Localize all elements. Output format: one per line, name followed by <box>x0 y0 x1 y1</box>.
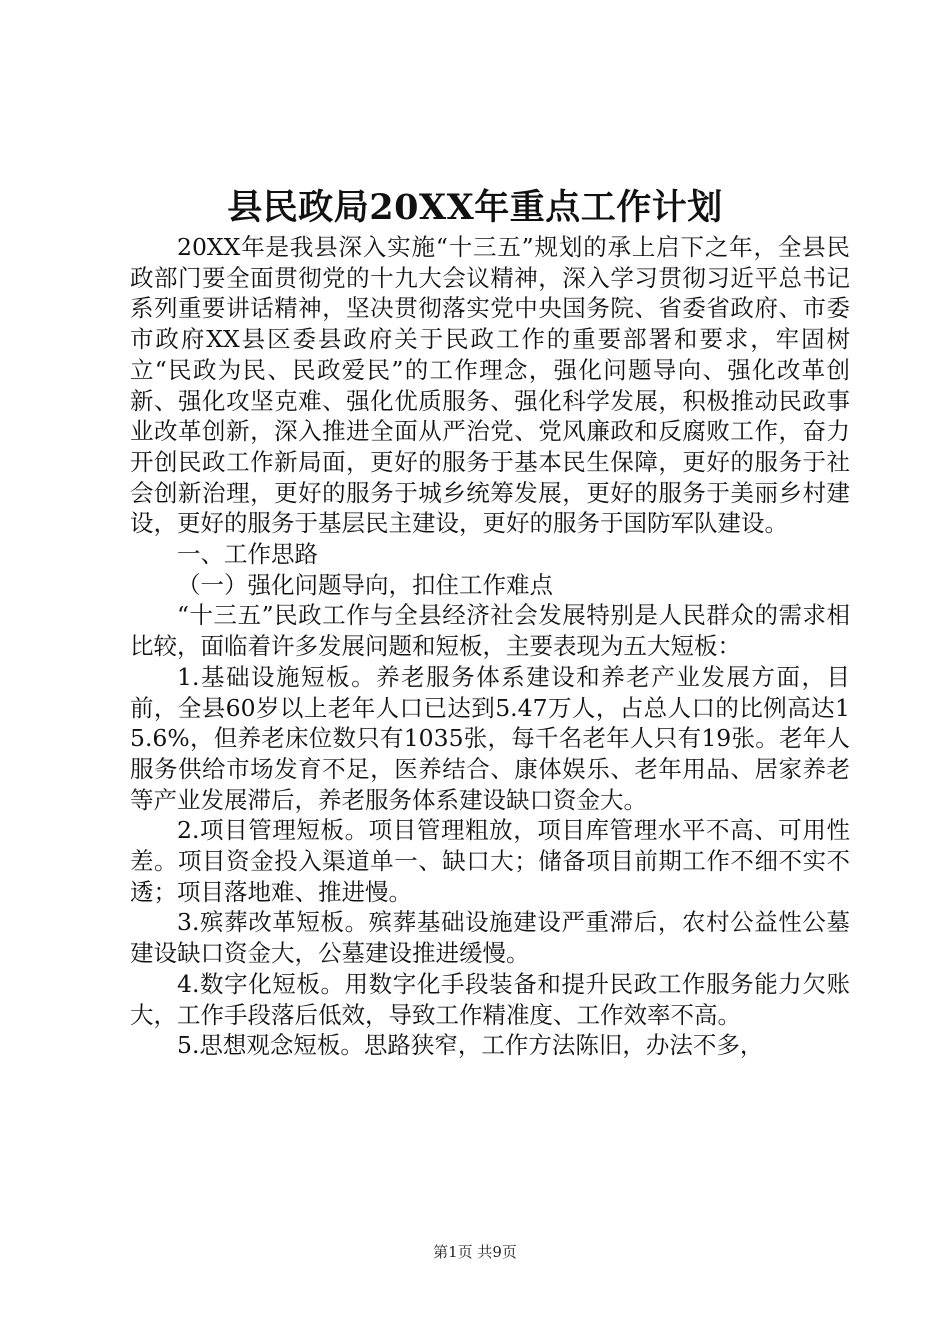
subsection-heading-problem-orientation: （一）强化问题导向，扣住工作难点 <box>177 570 553 599</box>
list-item-ideology: 5.思想观念短板。思路狭窄，工作方法陈旧，办法不多， <box>177 1031 764 1060</box>
list-item-infrastructure: 1.基础设施短板。养老服务体系建设和养老产业发展方面，目前，全县60岁以上老年人口已达到5.47万人，占总人口的比例高达15.6%，但养老床位数只有1035张，每千名老年人只有19张。老年人服务供给市场发育不足，医养结合、康体娱乐、老年用品、居家养老等产业发展滞后，养老服务体系建设缺口资金大。 <box>130 662 850 814</box>
intro-paragraph: 20XX年是我县深入实施“十三五”规划的承上启下之年，全县民政部门要全面贯彻党的十九大会议精神，深入学习贯彻习近平总书记系列重要讲话精神，坚决贯彻落实党中央国务院、省委省政府、市委市政府XX县区委县政府关于民政工作的重要部署和要求，牢固树立“民政为民、民政爱民”的工作理念，强化问题导向、强化改革创新、强化攻坚克难、强化优质服务、强化科学发展，积极推动民政事业改革创新，深入推进全面从严治党、党风廉政和反腐败工作，奋力开创民政工作新局面，更好的服务于基本民生保障，更好的服务于社会创新治理，更好的服务于城乡统筹发展，更好的服务于美丽乡村建设，更好的服务于基层民主建设，更好的服务于国防军队建设。 <box>130 233 850 538</box>
problems-paragraph: “十三五”民政工作与全县经济社会发展特别是人民群众的需求相比较，面临着许多发展问题和短板，主要表现为五大短板： <box>130 601 850 661</box>
list-item-project-management: 2.项目管理短板。项目管理粗放，项目库管理水平不高、可用性差。项目资金投入渠道单一、缺口大；储备项目前期工作不细不实不透；项目落地难、推进慢。 <box>130 816 850 906</box>
page-number-footer: 第1页 共9页 <box>433 1243 517 1261</box>
document-body <box>130 232 850 1061</box>
section-heading-work-approach: 一、工作思路 <box>177 540 318 569</box>
list-item-funeral-reform: 3.殡葬改革短板。殡葬基础设施建设严重滞后，农村公益性公墓建设缺口资金大，公墓建设推进缓慢。 <box>130 908 850 968</box>
list-item-digitalization: 4.数字化短板。用数字化手段装备和提升民政工作服务能力欠账大，工作手段落后低效，导致工作精准度、工作效率不高。 <box>130 969 850 1029</box>
document-title: 县民政局20XX年重点工作计划 <box>227 187 723 228</box>
